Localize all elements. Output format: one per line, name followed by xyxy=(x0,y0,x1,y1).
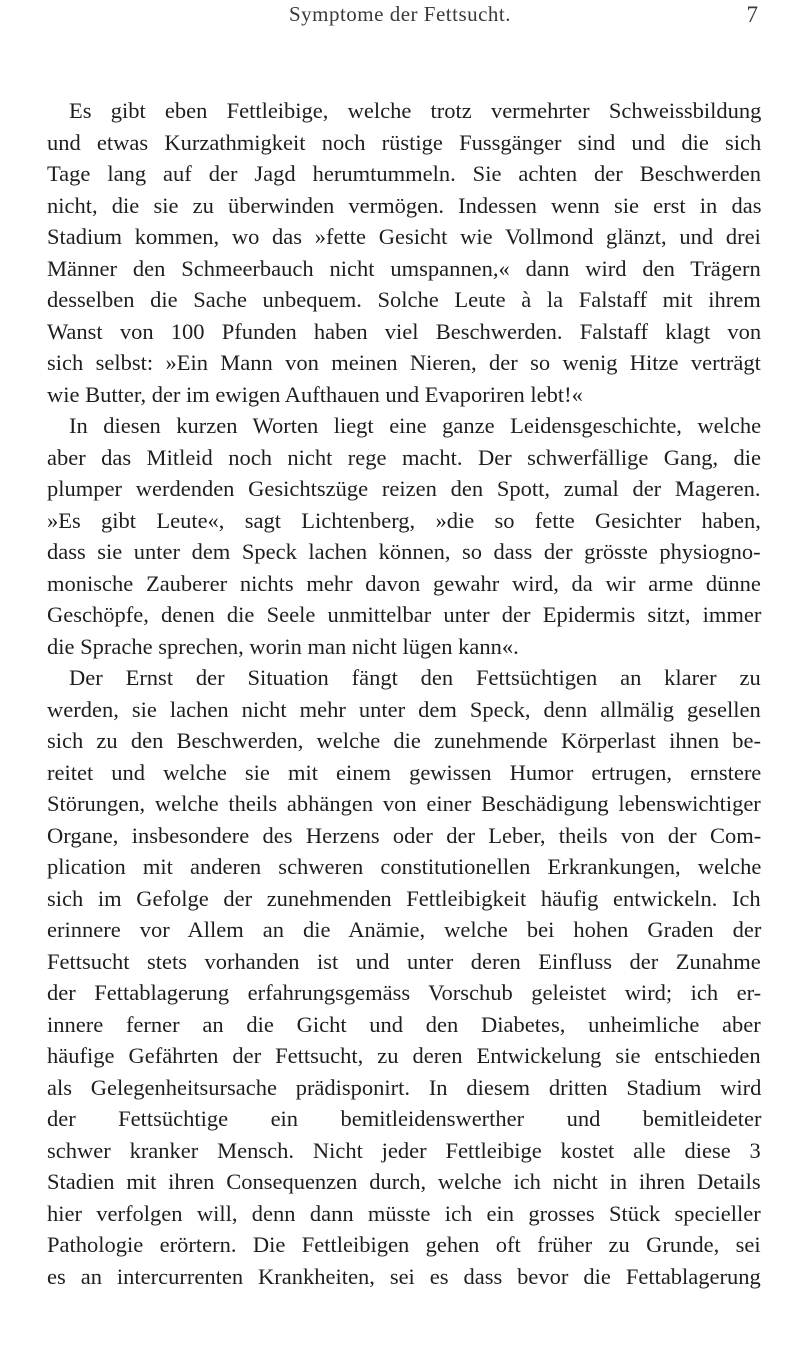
text-line: Es gibt eben Fettleibige, welche trotz vermehrter Schweissbildung xyxy=(69,98,762,123)
text-line: Stadium kommen, wo das »fette Gesicht wie Vollmond glänzt, und drei xyxy=(47,224,761,249)
text-line: Geschöpfe, denen die Seele unmittelbar unter der Epidermis sitzt, immer xyxy=(47,602,762,627)
text-line: Störungen, welche theils abhängen von einer Beschädigung lebenswichtiger xyxy=(47,791,761,816)
text-line: In diesen kurzen Worten liegt eine ganze Leidensgeschichte, welche xyxy=(69,413,762,438)
text-line: der Fettablagerung erfahrungsgemäss Vorschub geleistet wird; ich er- xyxy=(47,980,762,1005)
text-line: es an intercurrenten Krankheiten, sei es dass bevor die Fettablagerung xyxy=(47,1263,761,1289)
text-line: innere ferner an die Gicht und den Diabetes, unheimliche aber xyxy=(47,1011,761,1037)
text-line: Pathologie erörtern. Die Fettleibigen gehen oft früher zu Grunde, sei xyxy=(47,1232,761,1257)
text-line: hier verfolgen will, denn dann müsste ich ein grosses Stück specieller xyxy=(47,1200,761,1226)
text-line: Organe, insbesondere des Herzens oder der Leber, theils von der Com- xyxy=(47,822,762,848)
text-line: erinnere vor Allem an die Anämie, welche bei hohen Graden der xyxy=(47,917,762,942)
text-line: häufige Gefährten der Fettsucht, zu deren Entwickelung sie entschieden xyxy=(47,1043,761,1068)
text-line: monische Zauberer nichts mehr davon gewahr wird, da wir arme dünne xyxy=(47,570,761,596)
text-line: aber das Mitleid noch nicht rege macht. Der schwerfällige Gang, die xyxy=(47,444,762,470)
text-line: Der Ernst der Situation fängt den Fettsüchtigen an klarer zu xyxy=(69,665,761,690)
body-text xyxy=(47,95,761,1292)
page-number: 7 xyxy=(746,2,758,27)
text-line: Tage lang auf der Jagd herumtummeln. Sie achten der Beschwerden xyxy=(47,161,761,186)
text-line: die Sprache sprechen, worin man nicht lügen kann«. xyxy=(47,633,519,659)
text-line: wie Butter, der im ewigen Aufthauen und Evaporiren lebt!« xyxy=(47,381,583,407)
text-line: schwer kranker Mensch. Nicht jeder Fettleibige kostet alle diese 3 xyxy=(47,1137,761,1163)
page-header xyxy=(0,2,800,32)
text-line: werden, sie lachen nicht mehr unter dem Speck, denn allmälig gesellen xyxy=(47,696,761,722)
text-line: plication mit anderen schweren constitutionellen Erkrankungen, welche xyxy=(47,854,762,879)
text-line: plumper werdenden Gesichtszüge reizen den Spott, zumal der Mageren. xyxy=(47,476,761,501)
running-title: Symptome der Fettsucht. xyxy=(288,2,512,26)
text-line: Männer den Schmeerbauch nicht umspannen,« dann wird den Trägern xyxy=(47,255,761,281)
text-line: sich im Gefolge der zunehmenden Fettleibigkeit häufig entwickeln. Ich xyxy=(47,885,761,911)
text-line: der Fettsüchtige ein bemitleidenswerther und bemitleideter xyxy=(47,1106,762,1131)
text-line: nicht, die sie zu überwinden vermögen. Indessen wenn sie erst in das xyxy=(47,192,762,218)
text-line: Stadien mit ihren Consequenzen durch, welche ich nicht in ihren Details xyxy=(47,1169,761,1194)
text-line: Wanst von 100 Pfunden haben viel Beschwerden. Falstaff klagt von xyxy=(47,318,762,344)
text-line: reitet und welche sie mit einem gewissen Humor ertrugen, ernstere xyxy=(47,759,762,785)
text-line: »Es gibt Leute«, sagt Lichtenberg, »die so fette Gesichter haben, xyxy=(47,507,761,533)
text-line: sich selbst: »Ein Mann von meinen Nieren, der so wenig Hitze verträgt xyxy=(47,350,761,375)
text-line: und etwas Kurzathmigkeit noch rüstige Fussgänger sind und die sich xyxy=(47,129,762,155)
text-line: dass sie unter dem Speck lachen können, so dass der grösste physiogno- xyxy=(47,539,761,564)
text-line: desselben die Sache unbequem. Solche Leute à la Falstaff mit ihrem xyxy=(47,287,761,312)
text-line: als Gelegenheitsursache prädisponirt. In diesem dritten Stadium wird xyxy=(47,1074,762,1100)
text-line: Fettsucht stets vorhanden ist und unter deren Einfluss der Zunahme xyxy=(47,948,761,974)
text-line: sich zu den Beschwerden, welche die zunehmende Körperlast ihnen be- xyxy=(47,728,761,753)
